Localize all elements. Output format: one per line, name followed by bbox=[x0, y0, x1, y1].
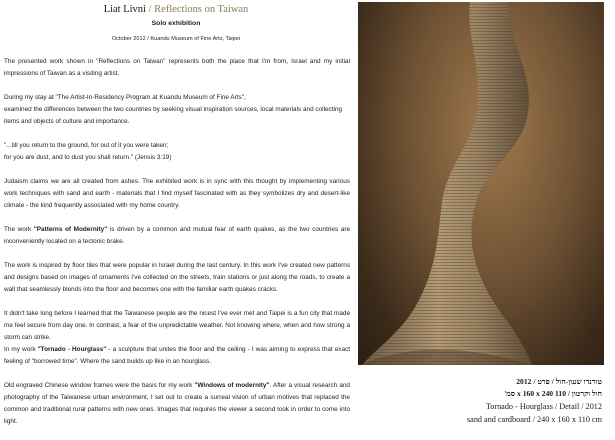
quote-line-1: "...till you return to the ground, for out of it you were taken; bbox=[4, 142, 169, 149]
sculpture-photo bbox=[358, 2, 604, 365]
exhibition-subtitle: Solo exhibition bbox=[151, 20, 201, 27]
tornado-sculpture-image bbox=[358, 2, 604, 365]
paragraph-intro: The presented work shown in "Reflections on Taiwan" represents both the place that I'm from, Israel and my initial impressions of Taiwan as a visiting artist. bbox=[4, 58, 350, 77]
patterns-post: is driven by a common and mutual fear of earth quakes, as the two countries are inconveniently located on a tectonic brake. bbox=[4, 226, 351, 245]
windows-title: "Windows of modernity" bbox=[194, 382, 270, 389]
patterns-pre: The work bbox=[4, 226, 34, 233]
tornado-post: - a sculpture that unites the floor and the ceiling - I was aiming to express that exact feeling of "borrowed time". Where the sand builds up like in an hourglass. bbox=[4, 346, 351, 365]
tornado-pre: In my work bbox=[4, 346, 38, 353]
caption-hebrew-materials: חול וקרטון / 110 x 160 x 240 סמ' bbox=[504, 389, 602, 398]
artist-name: Liat Livni bbox=[103, 4, 146, 15]
quote-line-2: for you are dust, and to dust you shall return." (Jensis 3:19) bbox=[4, 154, 172, 161]
paragraph-judaism: Judaism claims we are all created from ashes. The exhibited work is in sync with this thought by implementing various work techniques with sand and earth - materials that I find myself fascinated with as they symbolizes dry and desert-like climate - the kind frequently associated with my home country. bbox=[4, 178, 350, 209]
paragraph-taiwanese: It didn't take long before I learned that the Taiwanese people are the nicest I've ever met and Taipei is a fun city that made me feel secure from day one. In contrast, a fear of the unpredictable weather. Not knowing where, when and how strong a storm can strike. bbox=[4, 310, 350, 341]
paragraph-residency bbox=[4, 92, 350, 128]
windows-post: . After a visual research and photography of the Taiwanese urban environment, I set out to create a surreal vision of urban motives that replaced the common and traditional rural patterns with new ones. Images that requires the viewer a second look in order to come into light. bbox=[4, 382, 350, 425]
exhibition-title: Reflections on Taiwan bbox=[154, 4, 249, 15]
title-separator: / bbox=[148, 4, 152, 15]
exhibition-venue: October 2012 / Kuandu Museum of Fine Arts, Taipei bbox=[111, 36, 241, 42]
residency-line-1: During my stay at "The Artist-In-Residency Program at Kuandu Museum of Fine Arts", bbox=[4, 94, 246, 101]
paragraph-quote bbox=[4, 140, 350, 164]
paragraph-tiles: The work is inspired by floor tiles that were popular in Israel during the last century. In this work I've created new patterns and designs based on images of ornaments I've collected on the streets, train stations or just along the roads, to create a wall that seamlessly blends into the floor and becomes one with the familiar earth quakes cracks. bbox=[4, 262, 350, 293]
caption-hebrew-title: טורנדו שעון-חול / פרט / 2012 bbox=[516, 377, 602, 386]
patterns-title: "Patterns of Modernity" bbox=[33, 226, 108, 233]
paragraph-windows bbox=[4, 380, 350, 428]
artwork-caption bbox=[358, 376, 602, 426]
statement-body bbox=[4, 56, 350, 440]
caption-english-materials: sand and cardboard / 240 x 160 x 110 cm bbox=[467, 415, 602, 424]
caption-english-title: Tornado - Hourglass / Detail / 2012 bbox=[485, 402, 602, 411]
tornado-title: "Tornado - Hourglass" bbox=[37, 346, 107, 353]
windows-pre: Old engraved Chinese window frames were the basis for my work bbox=[4, 382, 195, 389]
paragraph-patterns bbox=[4, 224, 350, 248]
paragraph-tornado bbox=[4, 344, 350, 368]
residency-line-2: examined the differences between the two countries by seeking visual inspiration sources, local materials and collecting items and objects of culture and importance. bbox=[4, 106, 343, 125]
header-line bbox=[0, 4, 352, 15]
